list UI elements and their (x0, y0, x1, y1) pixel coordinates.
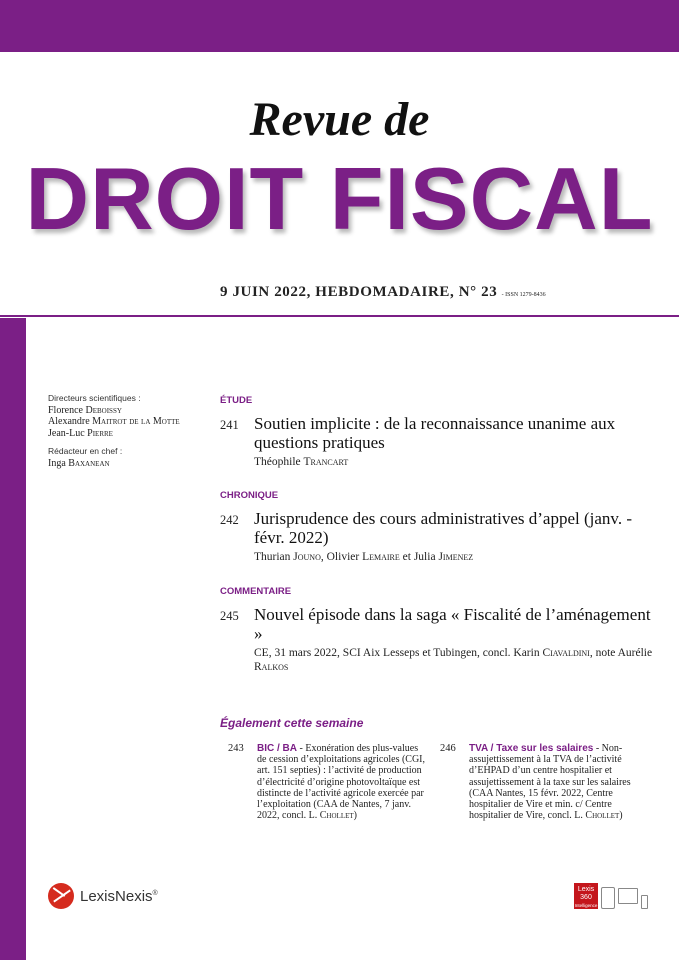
issue-date: 9 JUIN 2022, HEBDOMADAIRE, N° 23 (220, 284, 498, 300)
article-note: CE, 31 mars 2022, SCI Aix Lesseps et Tubingen, concl. Karin Ciavaldini, note Aurélie Ralkos (254, 647, 653, 673)
lexisnexis-logo-icon (48, 883, 74, 909)
top-color-band (0, 0, 679, 52)
phone-icon (641, 895, 648, 909)
title-revue-de: Revue de (249, 93, 430, 146)
also-this-week-heading: Également cette semaine (220, 716, 364, 730)
article[interactable] (220, 509, 660, 564)
also-item-number: 246 (440, 743, 456, 754)
section-label: COMMENTAIRE (220, 586, 292, 597)
editorial-board (48, 393, 218, 469)
article[interactable] (220, 414, 660, 469)
editor-name: Inga Baxanean (48, 457, 110, 469)
article-number: 242 (220, 513, 239, 527)
director-name: Jean-Luc Pierre (48, 427, 113, 439)
also-item-text: BIC / BA - Exonération des plus-values de cession d’exploitations agricoles (CGI, art. 151 septies) : l’activité de production d’électricité d’origine photovoltaïque est distincte de l’activité agricole exercée par l’exploitation (CAA de Nantes, 7 janv. 2022, concl. L. Chollet) (257, 743, 426, 822)
monitor-icon (618, 888, 638, 904)
logo-text: LexisNexis® (80, 887, 158, 905)
article-title: Jurisprudence des cours administratives d’appel (janv. - févr. 2022) (254, 509, 632, 547)
lexis360-logo: Lexis 360 Intelligence (574, 883, 598, 909)
director-name: Alexandre Maitrot de la Motte (48, 416, 180, 427)
article-number: 241 (220, 418, 239, 432)
lexis360-badge (574, 883, 648, 909)
article-author: Thurian Jouno, Olivier Lemaire et Julia Jimenez (254, 551, 474, 563)
article-author: Théophile Trancart (254, 456, 349, 468)
section-label: ÉTUDE (220, 395, 253, 406)
tablet-icon (601, 887, 615, 909)
section-etude (220, 395, 660, 469)
title-droit-fiscal: DROIT FISCAL (25, 149, 654, 248)
directors-label: Directeurs scientifiques : (48, 393, 141, 403)
also-item-number: 243 (228, 743, 244, 754)
article-number: 245 (220, 609, 239, 623)
section-label: CHRONIQUE (220, 490, 279, 501)
left-color-band (0, 318, 26, 960)
article-title: Soutien implicite : de la reconnaissance unanime aux questions pratiques (254, 414, 616, 452)
article-title: Nouvel épisode dans la saga « Fiscalité de l’aménagement » (254, 605, 651, 643)
editor-label: Rédacteur en chef : (48, 446, 123, 456)
issn: - ISSN 1279-8436 (501, 292, 546, 298)
header-rule (0, 315, 679, 317)
lexisnexis-logo (48, 883, 158, 909)
also-item-text: TVA / Taxe sur les salaires - Non-assujettissement à la TVA de l’activité d’EHPAD d’un centre hospitalier et assujettissement à la taxe sur les salaires (CAA Nantes, 15 févr. 2022, Centre hospitalier de Vire et min. c/ Centre hospitalier de Vire, concl. L. Chollet) (469, 743, 631, 822)
section-commentaire (220, 586, 660, 674)
director-name: Florence Deboissy (48, 404, 122, 416)
issue-line (220, 284, 546, 301)
section-chronique (220, 490, 660, 564)
article[interactable] (220, 605, 660, 674)
